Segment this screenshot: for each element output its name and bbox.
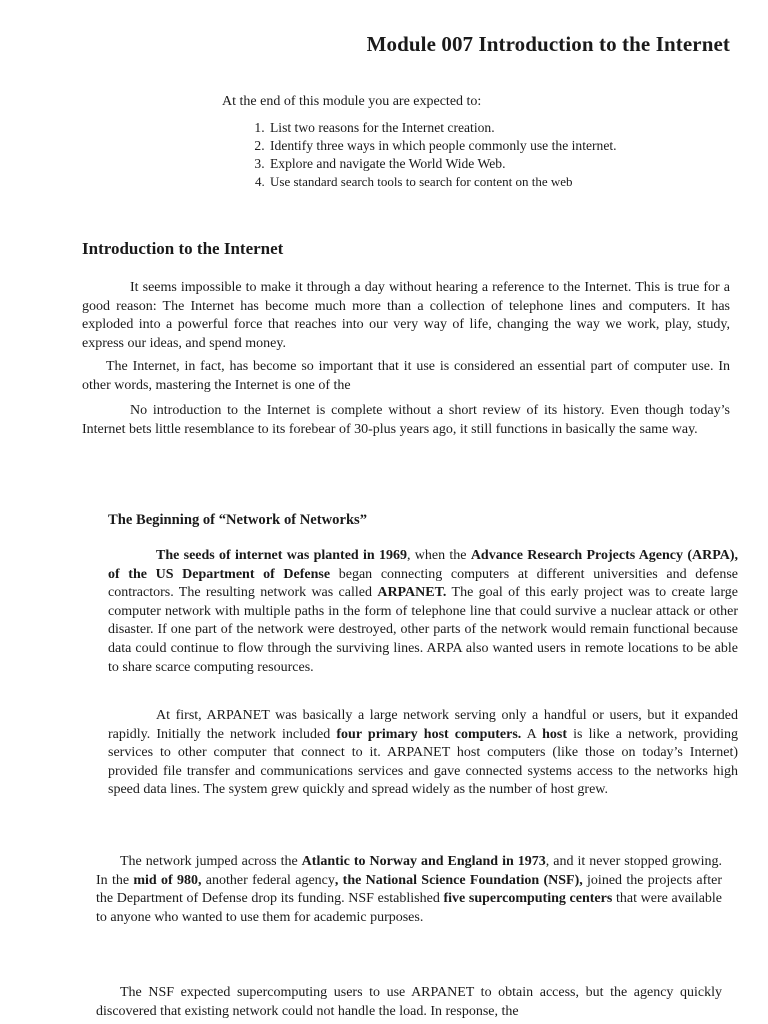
page-title: Module 007 Introduction to the Internet (366, 32, 730, 56)
body-text: , and it never stopped growing. In the (96, 854, 722, 888)
body-text: The network jumped across the (120, 854, 302, 869)
section-heading-introduction: Introduction to the Internet (82, 239, 284, 258)
bold-text: four primary host computers. (336, 726, 522, 742)
bold-text: five supercomputing centers (443, 891, 613, 907)
section-heading-beginning: The Beginning of “Network of Networks” (108, 512, 368, 528)
objectives-intro: At the end of this module you are expected to: (222, 94, 482, 109)
intro-paragraph-2: The Internet, in fact, has become so important that it use is considered an essential part of computer use. In other words, mastering the Internet is one of the (82, 359, 730, 393)
body-text: , when the (406, 548, 471, 563)
body-text: At first, ARPANET was basically a large network serving only a handful or users, but it expanded rapidly. Initially the network included (108, 708, 738, 742)
bold-text: mid of 980, (133, 872, 202, 888)
bold-text: , the National Science Foundation (NSF), (334, 872, 583, 888)
beginning-paragraph-1 (108, 547, 738, 677)
beginning-paragraph-2 (108, 707, 738, 800)
objective-item: 1. List two reasons for the Internet creation. (268, 119, 617, 137)
bold-text: Atlantic to Norway and England in 1973 (301, 854, 546, 869)
objectives-list (244, 119, 617, 191)
bold-text: ARPANET. (377, 585, 447, 601)
body-text: another federal agency (201, 872, 335, 888)
bold-text: host (542, 726, 568, 742)
bold-text: The seeds of internet was planted in 1969 (156, 548, 407, 563)
intro-paragraph-3: No introduction to the Internet is complete without a short review of its history. Even though today’s Internet bets little resemblance to its forebear of 30-plus years ago, it still functions in basically the same way. (82, 403, 730, 437)
objective-item: 4. Use standard search tools to search for content on the web (268, 173, 617, 191)
objective-item: 3. Explore and navigate the World Wide Web. (268, 155, 617, 173)
beginning-paragraph-3 (96, 853, 722, 927)
body-text: The goal of this early project was to create large computer network with multiple paths in the form of telephone line that could survive a nuclear attack or other disaster. If one part of the network were destroyed, other parts of the network would remain functional because data could continue to flow through the surviving lines. ARPA also wanted users in remote locations to be able to share scarce computing resources. (108, 585, 738, 675)
body-text: A (521, 726, 543, 742)
intro-paragraph-1: It seems impossible to make it through a day without hearing a reference to the Internet. This is true for a good reason: The Internet has become much more than a collection of telephone lines and computers. It has exploded into a powerful force that reaches into our very way of life, changing the way we work, play, study, express our ideas, and spend money. (82, 280, 730, 351)
body-text: is like a network, providing services to other computer that connect to it. ARPANET host computers (like those on today’s Internet) provided file transfer and communications services and gave connected systems access to the networks high speed data lines. The system grew quickly and spread widely as the number of host grew. (108, 726, 738, 798)
beginning-paragraph-4: The NSF expected supercomputing users to use ARPANET to obtain access, but the agency quickly discovered that existing network could not handle the load. In response, the (96, 985, 722, 1019)
body-text: that were available to anyone who wanted to use them for academic purposes. (96, 891, 723, 925)
body-text: joined the projects after the Department of Defense drop its funding. NSF established (96, 872, 723, 907)
bold-text: Advance Research Projects Agency (ARPA), of the US Department of Defense (108, 548, 738, 582)
objective-item: 2. Identify three ways in which people commonly use the internet. (268, 137, 617, 155)
body-text: began connecting computers at different universities and defense contractors. The resulting network was called (108, 566, 738, 601)
